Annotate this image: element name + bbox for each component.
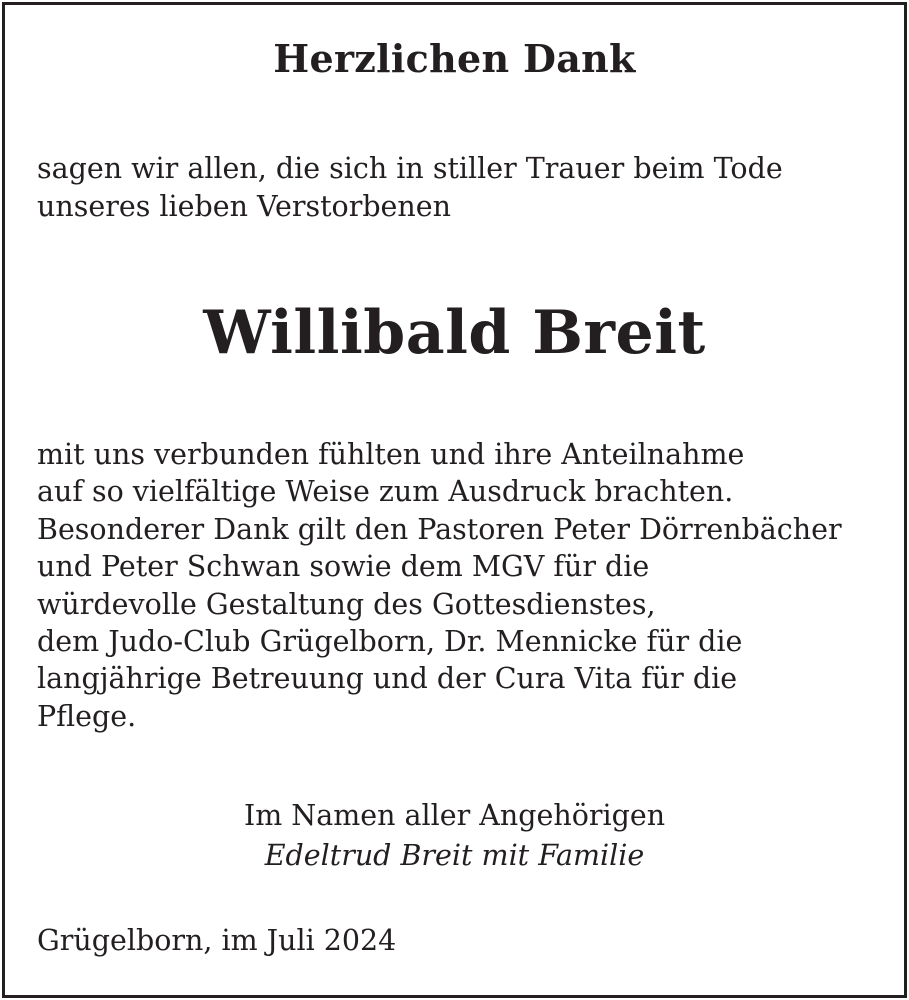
signoff-family: Edeltrud Breit mit Familie (264, 839, 645, 872)
place-date: Grügelborn, im Juli 2024 (37, 924, 397, 957)
signoff-block (0, 796, 909, 876)
intro-text (37, 150, 867, 226)
thanks-line: und Peter Schwan sowie dem MGV für die (37, 550, 650, 584)
thanks-text (37, 436, 877, 735)
thanks-line: würdevolle Gestaltung des Gottesdienstes, (37, 587, 656, 621)
thanks-line: dem Judo-Club Grügelborn, Dr. Mennicke für die (37, 625, 743, 659)
deceased-name: Willibald Breit (203, 298, 706, 368)
intro-line: sagen wir allen, die sich in stiller Trauer beim Tode (37, 152, 783, 185)
intro-line: unseres lieben Verstorbenen (37, 190, 452, 223)
thanks-line: langjährige Betreuung und der Cura Vita für die (37, 662, 738, 696)
notice-heading: Herzlichen Dank (273, 36, 636, 81)
signoff-line: Im Namen aller Angehörigen (243, 799, 666, 832)
thanks-line: auf so vielfältige Weise zum Ausdruck brachten. (37, 475, 734, 509)
thanks-line: Besonderer Dank gilt den Pastoren Peter Dörrenbächer (37, 512, 842, 546)
thanks-line: Pflege. (37, 699, 137, 733)
thanks-line: mit uns verbunden fühlten und ihre Anteilnahme (37, 438, 745, 471)
